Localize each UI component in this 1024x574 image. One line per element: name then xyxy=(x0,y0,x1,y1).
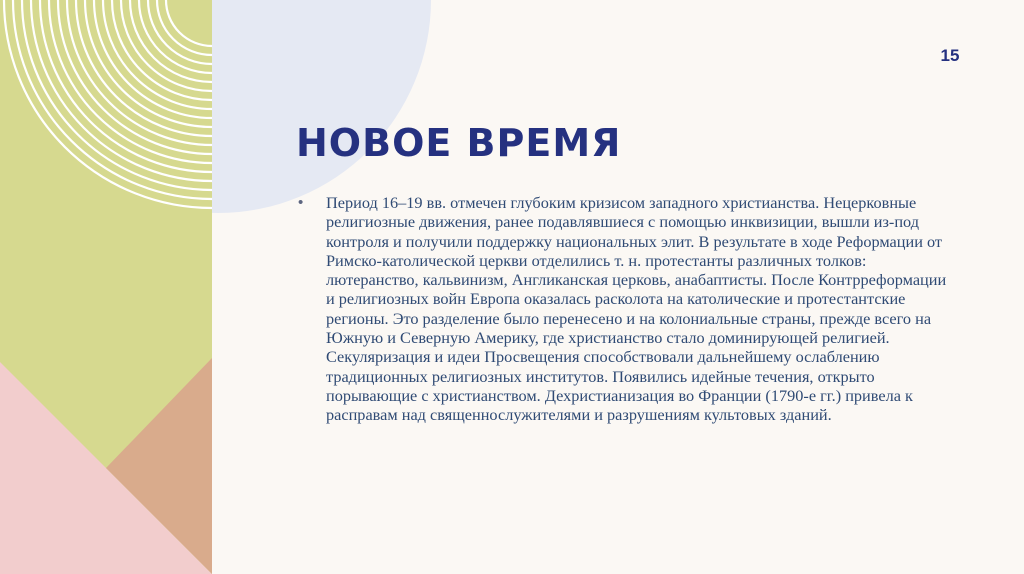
slide-title: НОВОЕ ВРЕМЯ xyxy=(296,121,622,165)
bullet-paragraph: Период 16–19 вв. отмечен глубоким кризисом западного христианства. Нецерковные религиозные движения, ранее подавлявшиеся с помощью инквизиции, вышли из-под контроля и получили поддержку национальных элит. В результате в ходе Реформации от Римско-католической церкви отделились т. н. протестанты различных толков: лютеранство, кальвинизм, Англиканская церковь, анабаптисты. После Контрреформации и религиозных войн Европа оказалась расколота на католические и протестантские регионы. Это разделение было перенесено и на колониальные страны, прежде всего на Южную и Северную Америку, где христианство стало доминирующей религией. Секуляризация и идеи Просвещения способствовали дальнейшему ослаблению традиционных религиозных институтов. Появились идейные течения, открыто порывающие с христианством. Дехристианизация во Франции (1790-е гг.) привела к расправам над священнослужителями и разрушениям культовых зданий. xyxy=(326,193,947,425)
bullet-marker: • xyxy=(298,194,304,211)
page-number: 15 xyxy=(940,46,960,65)
